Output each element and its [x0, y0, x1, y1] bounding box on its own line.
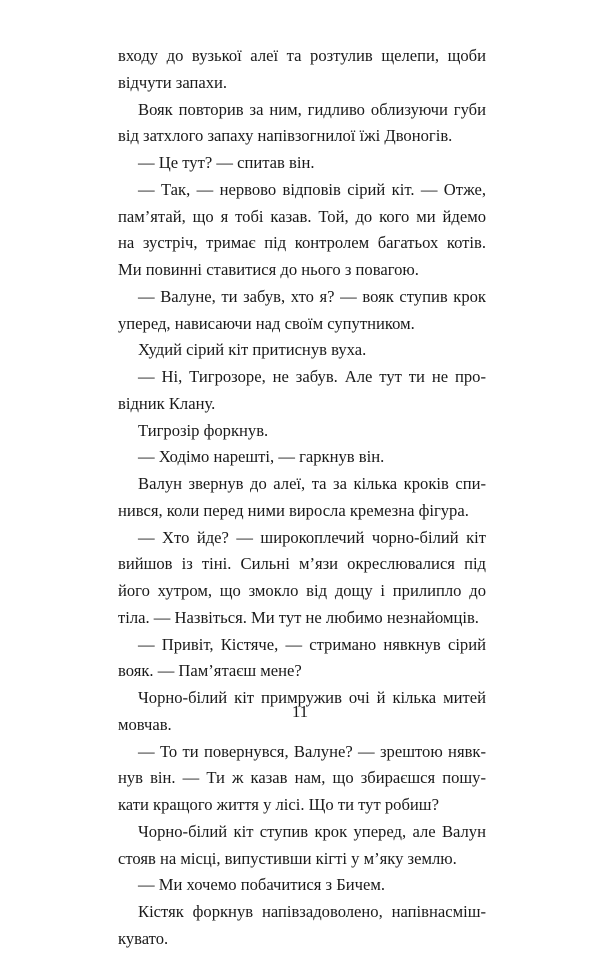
page-text	[118, 43, 486, 953]
text-line: від затхлого запаху напівзогнилої їжі Двоногів.	[118, 126, 453, 146]
text-line: тіла. — Назвіться. Ми тут не любимо незнайомців.	[118, 607, 479, 627]
text-line: уперед, нависаючи над своїм супутником.	[118, 313, 415, 333]
text-line: нився, коли перед ними виросла кремезна фігура.	[118, 500, 469, 520]
text-line: — Ми хочемо побачитися з Бичем.	[138, 875, 386, 895]
text-line: стояв на місці, випустивши кігті у м’яку землю.	[118, 848, 457, 868]
text-line: Чорно-білий кіт примружив очі й кілька митей	[138, 688, 486, 707]
text-line: Тигрозір форкнув.	[138, 420, 269, 440]
text-line: — Привіт, Кістяче, — стримано нявкнув сірий	[138, 634, 486, 654]
text-line: Ми повинні ставитися до нього з повагою.	[118, 260, 419, 279]
text-line: — То ти повернувся, Валуне? — зрештою нявк-	[138, 741, 486, 761]
page-number: 11	[291, 702, 309, 721]
text-line: відчути запахи.	[118, 72, 228, 92]
text-line: — Хто йде? — широкоплечий чорно-білий кіт	[138, 527, 486, 547]
text-line: пам’ятай, що я тобі казав. Той, до кого ми йдемо	[118, 206, 486, 226]
text-line: на зустріч, тримає під контролем багатьох котів.	[118, 233, 486, 253]
text-line: відник Клану.	[118, 393, 216, 413]
text-line: мовчав.	[118, 714, 172, 734]
text-line: — Це тут? — спитав він.	[138, 153, 315, 172]
text-line: кувато.	[118, 928, 169, 948]
text-line: — Ходімо нарешті, — гаркнув він.	[138, 447, 385, 467]
text-line: кати кращого життя у лісі. Що ти тут робиш?	[118, 795, 439, 814]
text-line: — Ні, Тигрозоре, не забув. Але тут ти не про-	[138, 367, 486, 386]
text-line: входу до вузької алеї та розтулив щелепи, щоби	[118, 46, 486, 65]
text-line: — Так, — нервово відповів сірий кіт. — Отже,	[138, 179, 486, 199]
text-line: Чорно-білий кіт ступив крок уперед, але Валун	[138, 821, 486, 841]
text-line: вояк. — Пам’ятаєш мене?	[118, 661, 302, 681]
text-line: вийшов із тіні. Сильні м’язи окреслювалися під	[118, 554, 486, 574]
text-line: — Валуне, ти забув, хто я? — вояк ступив крок	[138, 286, 486, 306]
text-line: Кістяк форкнув напівзадоволено, напівнасміш-	[138, 902, 486, 921]
text-line: його хутром, що змокло від дощу і прилипло до	[118, 581, 486, 600]
text-line: Худий сірий кіт притиснув вуха.	[138, 340, 367, 360]
text-line: нув він. — Ти ж казав нам, що збираєшся пошу-	[118, 768, 486, 788]
text-line: Вояк повторив за ним, гидливо облизуючи губи	[138, 99, 486, 119]
text-line: Валун звернув до алеї, та за кілька кроків спи-	[138, 474, 486, 493]
